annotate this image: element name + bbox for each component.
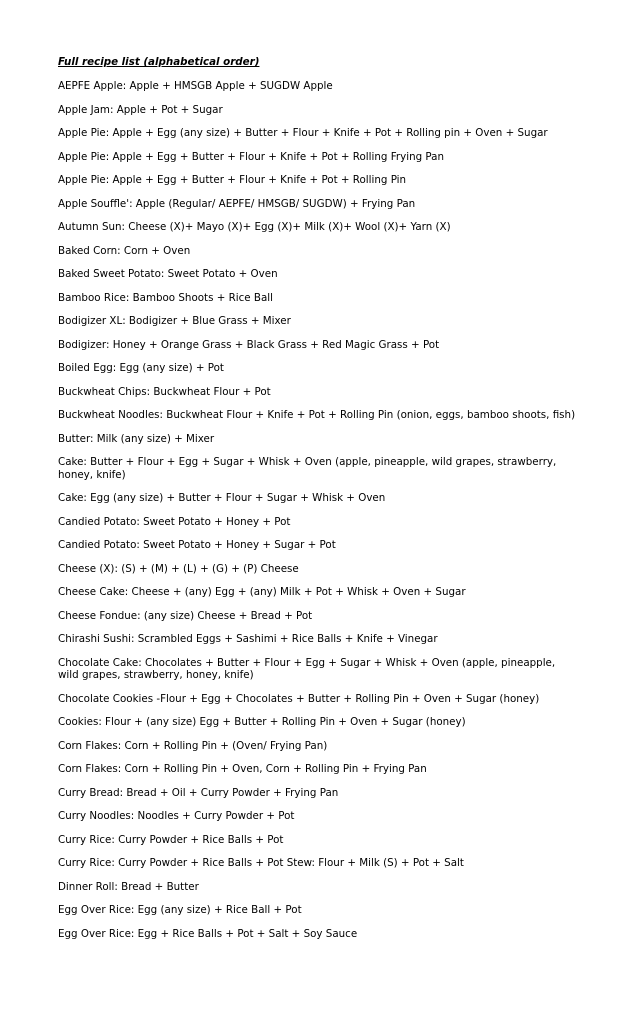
- recipe-entry: Egg Over Rice: Egg + Rice Balls + Pot + Salt + Soy Sauce: [58, 927, 358, 940]
- recipe-entry: Cake: Butter + Flour + Egg + Sugar + Whisk + Oven (apple, pineapple, wild grapes, strawberry, honey, knife): [58, 456, 557, 481]
- recipe-list: [58, 80, 578, 940]
- recipe-entry: Baked Sweet Potato: Sweet Potato + Oven: [58, 268, 278, 280]
- recipe-entry: Bodigizer XL: Bodigizer + Blue Grass + Mixer: [58, 315, 291, 327]
- recipe-entry: Chocolate Cookies -Flour + Egg + Chocolates + Butter + Rolling Pin + Oven + Sugar (honey): [58, 692, 540, 705]
- recipe-entry: Buckwheat Chips: Buckwheat Flour + Pot: [58, 385, 271, 398]
- recipe-entry: AEPFE Apple: Apple + HMSGB Apple + SUGDW Apple: [58, 80, 333, 92]
- recipe-entry: Apple Pie: Apple + Egg + Butter + Flour + Knife + Pot + Rolling Pin: [58, 174, 407, 186]
- recipe-entry: Curry Bread: Bread + Oil + Curry Powder + Frying Pan: [58, 786, 339, 799]
- recipe-entry: Bodigizer: Honey + Orange Grass + Black Grass + Red Magic Grass + Pot: [58, 338, 440, 351]
- recipe-entry: Boiled Egg: Egg (any size) + Pot: [58, 362, 224, 374]
- recipe-entry: Cake: Egg (any size) + Butter + Flour + Sugar + Whisk + Oven: [58, 492, 386, 504]
- recipe-entry: Apple Jam: Apple + Pot + Sugar: [58, 103, 223, 116]
- recipe-entry: Curry Rice: Curry Powder + Rice Balls + Pot Stew: Flour + Milk (S) + Pot + Salt: [58, 857, 464, 869]
- recipe-entry: Dinner Roll: Bread + Butter: [58, 880, 199, 893]
- recipe-entry: Bamboo Rice: Bamboo Shoots + Rice Ball: [58, 291, 273, 304]
- recipe-entry: Corn Flakes: Corn + Rolling Pin + Oven, Corn + Rolling Pin + Frying Pan: [58, 763, 427, 775]
- recipe-entry: Chocolate Cake: Chocolates + Butter + Flour + Egg + Sugar + Whisk + Oven (apple, pineapple, wild grapes, strawberry, honey, knife): [58, 656, 556, 681]
- recipe-entry: Buckwheat Noodles: Buckwheat Flour + Knife + Pot + Rolling Pin (onion, eggs, bamboo shoots, fish): [58, 409, 576, 421]
- recipe-entry: Candied Potato: Sweet Potato + Honey + Sugar + Pot: [58, 539, 336, 551]
- recipe-entry: Apple Pie: Apple + Egg (any size) + Butter + Flour + Knife + Pot + Rolling pin + Oven + Sugar: [58, 127, 548, 139]
- recipe-entry: Egg Over Rice: Egg (any size) + Rice Ball + Pot: [58, 904, 302, 916]
- recipe-entry: Butter: Milk (any size) + Mixer: [58, 432, 215, 445]
- recipe-entry: Curry Rice: Curry Powder + Rice Balls + Pot: [58, 833, 284, 846]
- recipe-entry: Curry Noodles: Noodles + Curry Powder + Pot: [58, 810, 295, 822]
- document-title: Full recipe list (alphabetical order): [58, 56, 260, 68]
- recipe-entry: Cheese (X): (S) + (M) + (L) + (G) + (P) Cheese: [58, 562, 299, 575]
- document-page: [58, 56, 578, 951]
- recipe-entry: Cookies: Flour + (any size) Egg + Butter + Rolling Pin + Oven + Sugar (honey): [58, 716, 466, 728]
- recipe-entry: Baked Corn: Corn + Oven: [58, 244, 191, 257]
- recipe-entry: Chirashi Sushi: Scrambled Eggs + Sashimi + Rice Balls + Knife + Vinegar: [58, 633, 438, 645]
- recipe-entry: Cheese Fondue: (any size) Cheese + Bread + Pot: [58, 609, 313, 622]
- recipe-entry: Candied Potato: Sweet Potato + Honey + Pot: [58, 515, 291, 528]
- recipe-entry: Autumn Sun: Cheese (X)+ Mayo (X)+ Egg (X)+ Milk (X)+ Wool (X)+ Yarn (X): [58, 221, 451, 233]
- recipe-entry: Corn Flakes: Corn + Rolling Pin + (Oven/ Frying Pan): [58, 739, 328, 752]
- recipe-entry: Cheese Cake: Cheese + (any) Egg + (any) Milk + Pot + Whisk + Oven + Sugar: [58, 586, 466, 598]
- recipe-entry: Apple Pie: Apple + Egg + Butter + Flour + Knife + Pot + Rolling Frying Pan: [58, 150, 444, 163]
- recipe-entry: Apple Souffle': Apple (Regular/ AEPFE/ HMSGB/ SUGDW) + Frying Pan: [58, 197, 416, 210]
